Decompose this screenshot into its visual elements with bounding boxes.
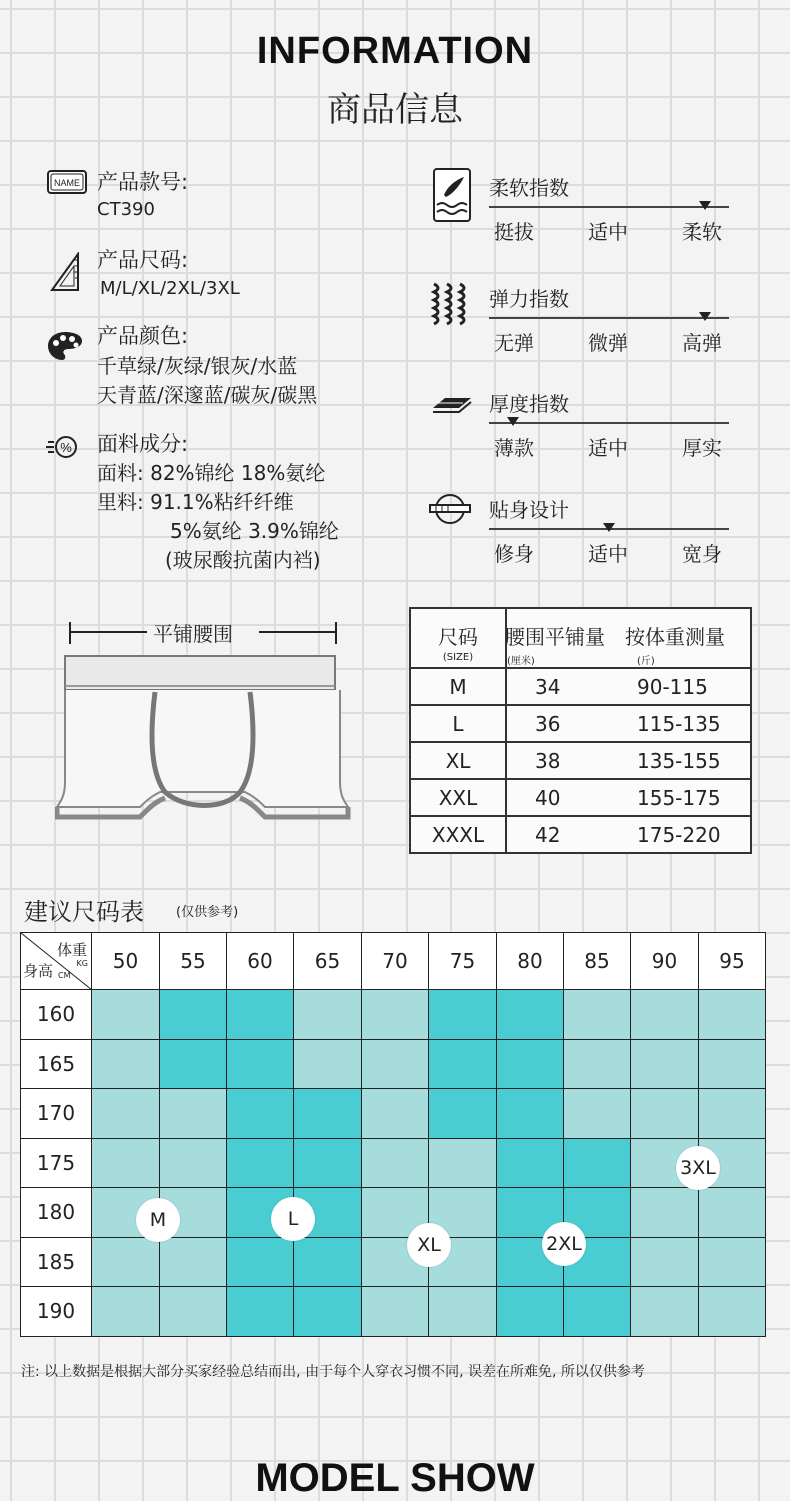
ruler-triangle-icon xyxy=(50,252,82,296)
grid-cell xyxy=(160,1138,227,1188)
colors-label: 产品颜色: xyxy=(97,324,189,348)
grid-cell xyxy=(227,1138,294,1188)
size-table-row xyxy=(410,816,751,853)
index-title: 贴身设计 xyxy=(489,498,569,522)
index-scale-label: 无弹 xyxy=(494,331,534,355)
sizes-label: 产品尺码: xyxy=(97,248,189,272)
grid-height-header: 175 xyxy=(21,1138,92,1188)
size-table xyxy=(409,607,752,854)
grid-cell xyxy=(699,990,766,1040)
grid-cell xyxy=(294,1089,362,1139)
grid-height-row xyxy=(21,1237,766,1287)
grid-height-row xyxy=(21,1089,766,1139)
waist-cell: 42 xyxy=(506,816,617,853)
waist-icon xyxy=(428,492,472,530)
grid-cell xyxy=(429,1138,497,1188)
waist-cell: 34 xyxy=(506,668,617,705)
weight-range-cell: 155-175 xyxy=(617,779,751,816)
grid-height-row xyxy=(21,990,766,1040)
waist-diagram xyxy=(55,612,355,832)
sizes-value: M/L/XL/2XL/3XL xyxy=(100,278,240,299)
weight-range-cell: 175-220 xyxy=(617,816,751,853)
grid-cell xyxy=(497,1287,564,1337)
grid-cell xyxy=(699,1039,766,1089)
grid-cell xyxy=(362,1039,429,1089)
weight-header-sub: (斤) xyxy=(637,656,655,667)
index-scale-label: 修身 xyxy=(494,542,534,566)
grid-cell xyxy=(564,1287,631,1337)
grid-cell xyxy=(227,1287,294,1337)
grid-cell xyxy=(92,1138,160,1188)
grid-cell xyxy=(294,1237,362,1287)
grid-weight-header: 95 xyxy=(699,933,766,990)
grid-weight-header: 65 xyxy=(294,933,362,990)
index-scale-label: 适中 xyxy=(588,436,628,460)
size-table-row xyxy=(410,705,751,742)
grid-cell xyxy=(564,1138,631,1188)
grid-cell xyxy=(160,990,227,1040)
corner-weight-unit: KG xyxy=(76,959,88,968)
fabric-label: 面料成分: xyxy=(97,432,189,456)
corner-weight-label: 体重 xyxy=(56,941,87,959)
index-scale-label: 柔软 xyxy=(682,220,722,244)
index-scale-line xyxy=(489,206,729,208)
grid-cell xyxy=(362,1287,429,1337)
index-marker xyxy=(699,201,711,210)
waist-cell: 40 xyxy=(506,779,617,816)
waist-cell: 38 xyxy=(506,742,617,779)
suggest-size-grid xyxy=(20,932,766,1337)
index-scale-label: 宽身 xyxy=(682,542,722,566)
grid-cell xyxy=(699,1089,766,1139)
grid-cell xyxy=(160,1039,227,1089)
grid-cell xyxy=(497,1039,564,1089)
size-cell: L xyxy=(410,705,506,742)
grid-cell xyxy=(631,1089,699,1139)
index-marker xyxy=(699,312,711,321)
grid-cell xyxy=(294,1287,362,1337)
grid-cell xyxy=(631,1287,699,1337)
grid-cell xyxy=(92,1089,160,1139)
feather-icon xyxy=(432,167,472,227)
grid-height-row xyxy=(21,1287,766,1337)
grid-weight-header: 60 xyxy=(227,933,294,990)
colors-line-2: 天青蓝/深邃蓝/碳灰/碳黑 xyxy=(97,383,318,407)
grid-cell xyxy=(429,1089,497,1139)
grid-cell xyxy=(497,990,564,1040)
grid-cell xyxy=(294,1039,362,1089)
grid-weight-header: 90 xyxy=(631,933,699,990)
name-tag-icon xyxy=(47,169,87,199)
colors-line-1: 千草绿/灰绿/银灰/水蓝 xyxy=(97,354,298,378)
grid-height-header: 165 xyxy=(21,1039,92,1089)
grid-height-header: 190 xyxy=(21,1287,92,1337)
index-title: 柔软指数 xyxy=(489,176,569,200)
index-marker xyxy=(507,417,519,426)
grid-cell xyxy=(160,1089,227,1139)
size-cell: M xyxy=(410,668,506,705)
size-cell: XXXL xyxy=(410,816,506,853)
grid-cell xyxy=(631,1039,699,1089)
index-marker xyxy=(603,523,615,532)
grid-corner-cell xyxy=(21,933,92,990)
waist-header-main: 腰围平铺量 xyxy=(505,625,605,649)
waist-header-sub: (厘米) xyxy=(507,656,535,667)
grid-weight-header: 85 xyxy=(564,933,631,990)
grid-cell xyxy=(362,1138,429,1188)
grid-height-row xyxy=(21,1039,766,1089)
name-tag-text: NAME xyxy=(53,178,81,188)
grid-cell xyxy=(227,990,294,1040)
grid-cell xyxy=(699,1188,766,1238)
grid-cell xyxy=(160,1287,227,1337)
index-scale-label: 适中 xyxy=(588,542,628,566)
grid-cell xyxy=(497,1138,564,1188)
size-table-row xyxy=(410,668,751,705)
palette-icon xyxy=(46,330,84,366)
model-show-title: MODEL SHOW xyxy=(255,1456,535,1500)
grid-cell xyxy=(631,1237,699,1287)
size-header-cell xyxy=(410,608,506,668)
grid-header-row xyxy=(21,933,766,990)
grid-cell xyxy=(631,1188,699,1238)
grid-cell xyxy=(497,1089,564,1139)
grid-height-header: 185 xyxy=(21,1237,92,1287)
model-label: 产品款号: xyxy=(97,170,189,194)
grid-cell xyxy=(699,1287,766,1337)
size-circle-label: XL xyxy=(407,1223,451,1267)
suggest-title: 建议尺码表 xyxy=(24,898,144,926)
grid-cell xyxy=(429,990,497,1040)
grid-cell xyxy=(429,1287,497,1337)
index-title: 弹力指数 xyxy=(489,287,569,311)
grid-cell xyxy=(631,990,699,1040)
size-header-sub: (SIZE) xyxy=(442,652,474,663)
corner-height-label: 身高 xyxy=(23,962,54,980)
grid-height-header: 160 xyxy=(21,990,92,1040)
fabric-line-2: 里料: 91.1%粘纤纤维 xyxy=(97,490,294,514)
grid-weight-header: 80 xyxy=(497,933,564,990)
grid-weight-header: 50 xyxy=(92,933,160,990)
title-english: INFORMATION xyxy=(256,30,534,72)
index-scale-label: 微弹 xyxy=(588,331,628,355)
index-scale-label: 高弹 xyxy=(682,331,722,355)
fabric-line-3: 5%氨纶 3.9%锦纶 xyxy=(170,519,339,543)
grid-cell xyxy=(294,990,362,1040)
grid-cell xyxy=(699,1237,766,1287)
size-cell: XXL xyxy=(410,779,506,816)
size-table-header xyxy=(410,608,751,668)
fabric-line-1: 面料: 82%锦纶 18%氨纶 xyxy=(97,461,326,485)
waist-diagram-label: 平铺腰围 xyxy=(153,622,233,646)
index-scale-line xyxy=(489,422,729,424)
weight-range-cell: 135-155 xyxy=(617,742,751,779)
grid-weight-header: 70 xyxy=(362,933,429,990)
grid-cell xyxy=(362,1089,429,1139)
spring-icon xyxy=(430,280,470,334)
grid-cell xyxy=(92,990,160,1040)
grid-cell xyxy=(294,1138,362,1188)
layers-icon xyxy=(431,390,473,420)
grid-cell xyxy=(429,1039,497,1089)
size-table-row xyxy=(410,779,751,816)
waist-header-cell xyxy=(506,608,617,668)
grid-height-row xyxy=(21,1188,766,1238)
fabric-line-4: (玻尿酸抗菌内裆) xyxy=(165,548,321,572)
weight-range-cell: 115-135 xyxy=(617,705,751,742)
size-circle-label: M xyxy=(136,1198,180,1242)
index-scale-line xyxy=(489,317,729,319)
grid-cell xyxy=(564,990,631,1040)
footnote: 注: 以上数据是根据大部分买家经验总结而出, 由于每个人穿衣习惯不同, 误差在所难免, 所以仅供参考 xyxy=(21,1364,645,1380)
corner-height-unit: CM xyxy=(58,971,71,980)
fabric-percent-icon xyxy=(46,430,80,468)
grid-cell xyxy=(227,1237,294,1287)
index-scale-label: 挺拔 xyxy=(494,220,534,244)
index-scale-label: 薄款 xyxy=(494,436,534,460)
index-title: 厚度指数 xyxy=(489,392,569,416)
suggest-note: (仅供参考) xyxy=(176,905,239,920)
size-circle-label: L xyxy=(271,1197,315,1241)
grid-height-header: 170 xyxy=(21,1089,92,1139)
size-cell: XL xyxy=(410,742,506,779)
weight-range-cell: 90-115 xyxy=(617,668,751,705)
title-chinese: 商品信息 xyxy=(327,90,463,130)
grid-cell xyxy=(227,1039,294,1089)
index-scale-label: 适中 xyxy=(588,220,628,244)
grid-weight-header: 75 xyxy=(429,933,497,990)
grid-cell xyxy=(564,1089,631,1139)
grid-cell xyxy=(92,1287,160,1337)
waist-cell: 36 xyxy=(506,705,617,742)
weight-header-main: 按体重测量 xyxy=(625,625,725,649)
grid-cell xyxy=(92,1237,160,1287)
model-value: CT390 xyxy=(97,199,155,220)
grid-cell xyxy=(362,990,429,1040)
grid-cell xyxy=(160,1237,227,1287)
index-scale-label: 厚实 xyxy=(682,436,722,460)
size-header-main: 尺码 xyxy=(438,625,478,649)
size-table-row xyxy=(410,742,751,779)
grid-cell xyxy=(227,1089,294,1139)
weight-header-cell xyxy=(617,608,751,668)
grid-height-row xyxy=(21,1138,766,1188)
grid-cell xyxy=(92,1039,160,1089)
grid-cell xyxy=(564,1039,631,1089)
percent-text: % xyxy=(60,440,72,455)
size-circle-label: 2XL xyxy=(542,1222,586,1266)
grid-height-header: 180 xyxy=(21,1188,92,1238)
grid-weight-header: 55 xyxy=(160,933,227,990)
size-circle-label: 3XL xyxy=(676,1146,720,1190)
